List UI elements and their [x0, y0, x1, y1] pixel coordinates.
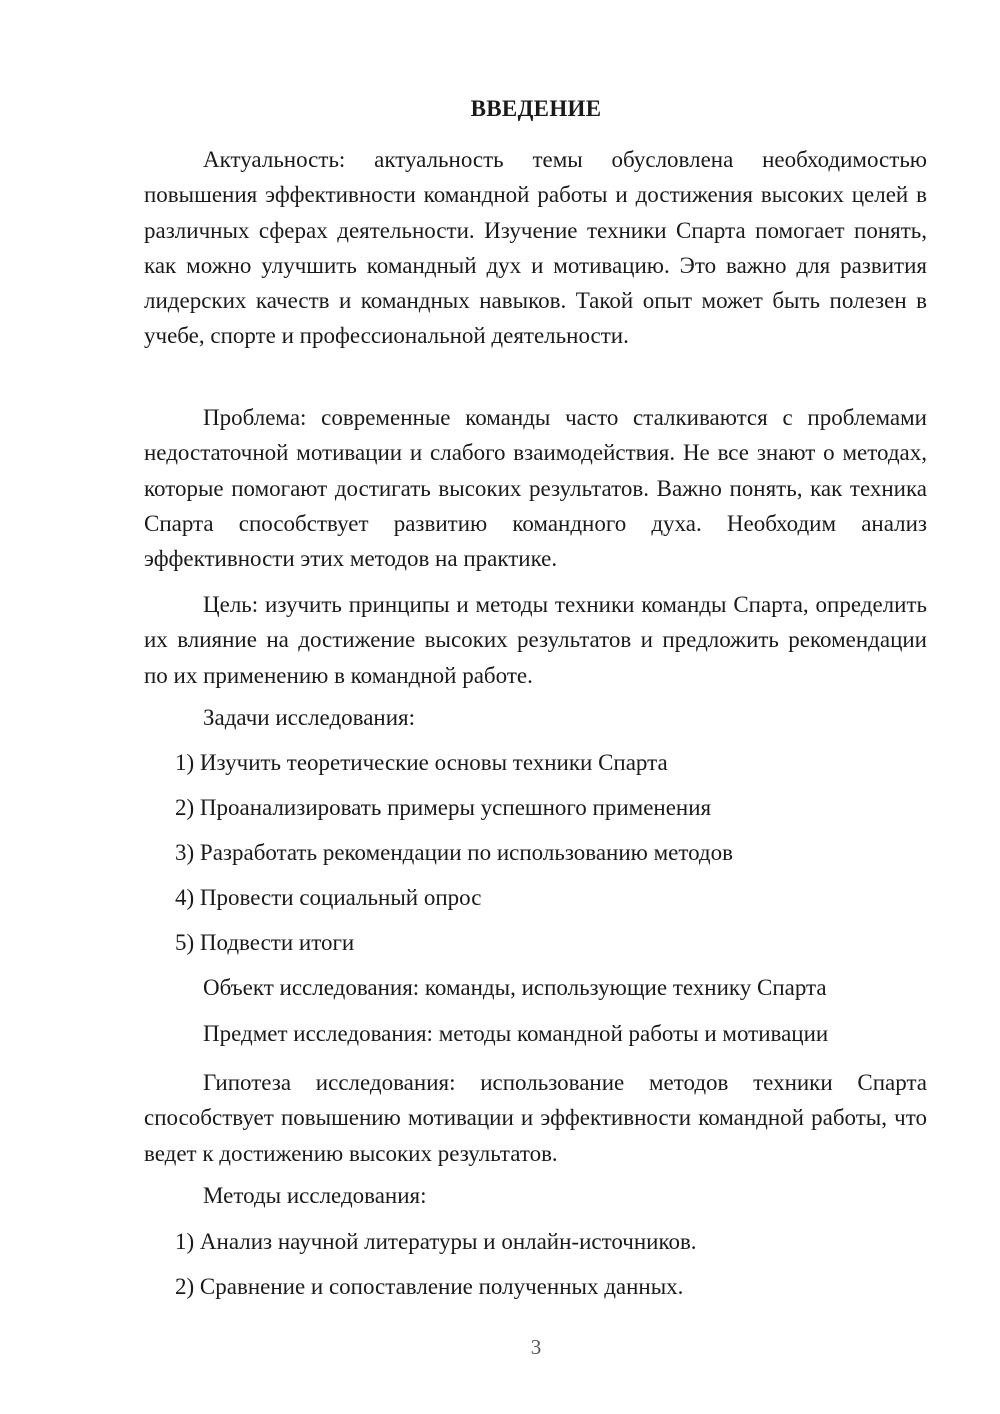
goal-paragraph: Цель: изучить принципы и методы техники команды Спарта, определить их влияние на достижение высоких результатов и предложить рекомендации по их применению в командной работе.	[144, 592, 927, 688]
hypothesis-paragraph: Гипотеза исследования: использование методов техники Спарта способствует повышению мотивации и эффективности командной работы, что ведет к достижению высоких результатов.	[144, 1070, 927, 1166]
methods-heading: Методы исследования:	[203, 1183, 427, 1208]
tasks-heading: Задачи исследования:	[203, 705, 416, 730]
object-line: Объект исследования: команды, использующие технику Спарта	[203, 975, 827, 1000]
section-title: ВВЕДЕНИЕ	[470, 96, 602, 121]
method-item-2: 2) Сравнение и сопоставление полученных данных.	[175, 1274, 684, 1299]
page-number: 3	[530, 1335, 542, 1359]
task-item-3: 3) Разработать рекомендации по использованию методов	[175, 840, 733, 865]
task-item-4: 4) Провести социальный опрос	[175, 885, 482, 910]
problem-paragraph: Проблема: современные команды часто сталкиваются с проблемами недостаточной мотивации и слабого взаимодействия. Не все знают о методах, которые помогают достигать высоких результатов. Важно понять, как техника Спарта способствует развитию командного духа. Необходим анализ эффективности этих методов на практике.	[144, 405, 927, 572]
task-item-5: 5) Подвести итоги	[175, 930, 355, 955]
method-item-1: 1) Анализ научной литературы и онлайн-источников.	[175, 1229, 697, 1254]
relevance-paragraph: Актуальность: актуальность темы обусловлена необходимостью повышения эффективности командной работы и достижения высоких целей в различных сферах деятельности. Изучение техники Спарта помогает понять, как можно улучшить командный дух и мотивацию. Это важно для развития лидерских качеств и командных навыков. Такой опыт может быть полезен в учебе, спорте и профессиональной деятельности.	[144, 147, 927, 349]
task-item-2: 2) Проанализировать примеры успешного применения	[175, 795, 712, 820]
task-item-1: 1) Изучить теоретические основы техники Спарта	[175, 750, 668, 775]
subject-line: Предмет исследования: методы командной работы и мотивации	[203, 1021, 829, 1046]
